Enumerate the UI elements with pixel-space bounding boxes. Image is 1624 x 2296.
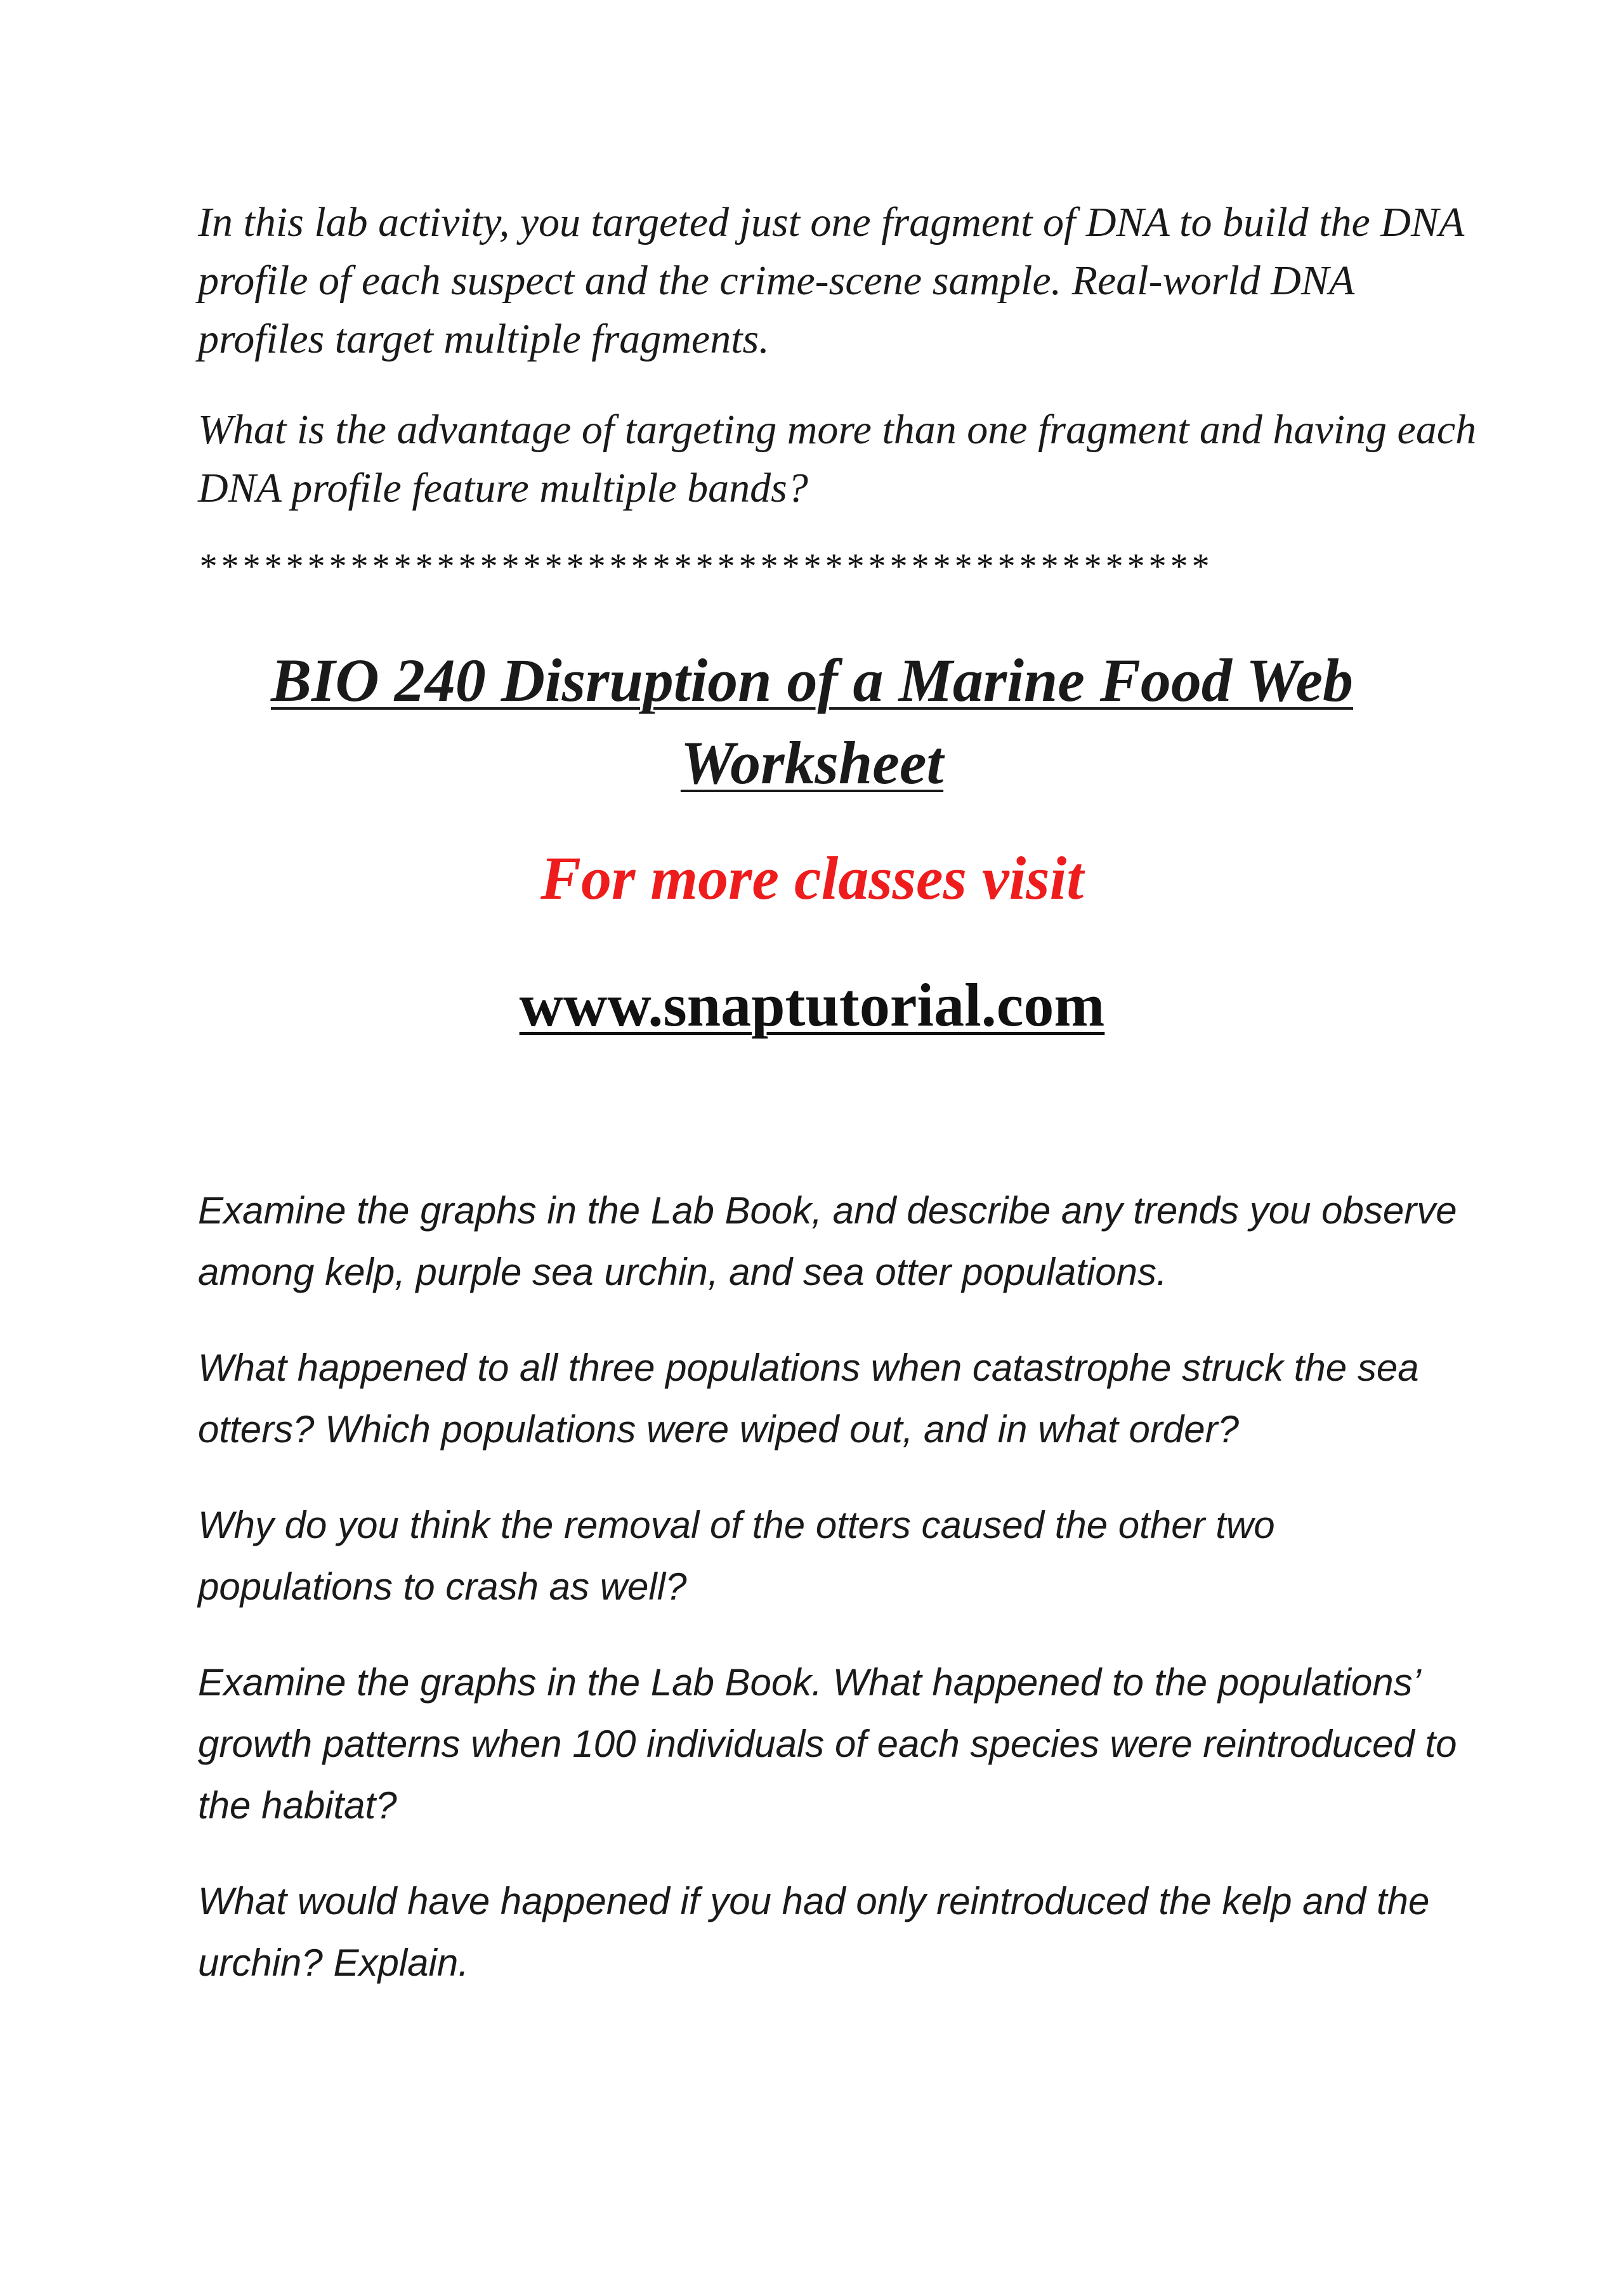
question-item: Why do you think the removal of the otters caused the other two populations to crash as well?: [198, 1504, 1275, 1608]
intro-question: What is the advantage of targeting more than one fragment and having each DNA profile feature multiple bands?: [198, 407, 1477, 511]
intro-paragraph: In this lab activity, you targeted just one fragment of DNA to build the DNA profile of each suspect and the crime-scene sample. Real-world DNA profiles target multiple fragments.: [198, 199, 1464, 362]
worksheet-title: [190, 639, 1434, 804]
questions-list: [198, 1180, 1479, 2028]
promo-text: For more classes visit: [540, 844, 1084, 912]
question-item: What happened to all three populations when catastrophe struck the sea otters? Which populations were wiped out, and in what order?: [198, 1347, 1419, 1451]
asterisk-separator: ***********************************************: [198, 547, 1212, 586]
worksheet-title-text: BIO 240 Disruption of a Marine Food Web Worksheet: [270, 646, 1354, 797]
site-link-container: [190, 964, 1434, 1047]
question-item: What would have happened if you had only reintroduced the kelp and the urchin? Explain.: [198, 1880, 1430, 1984]
question-item: Examine the graphs in the Lab Book, and describe any trends you observe among kelp, purple sea urchin, and sea otter populations.: [198, 1189, 1457, 1293]
question-item: Examine the graphs in the Lab Book. What happened to the populations’ growth patterns when 100 individuals of each species were reintroduced to the habitat?: [198, 1661, 1457, 1827]
site-link[interactable]: www.snaptutorial.com: [519, 971, 1105, 1039]
